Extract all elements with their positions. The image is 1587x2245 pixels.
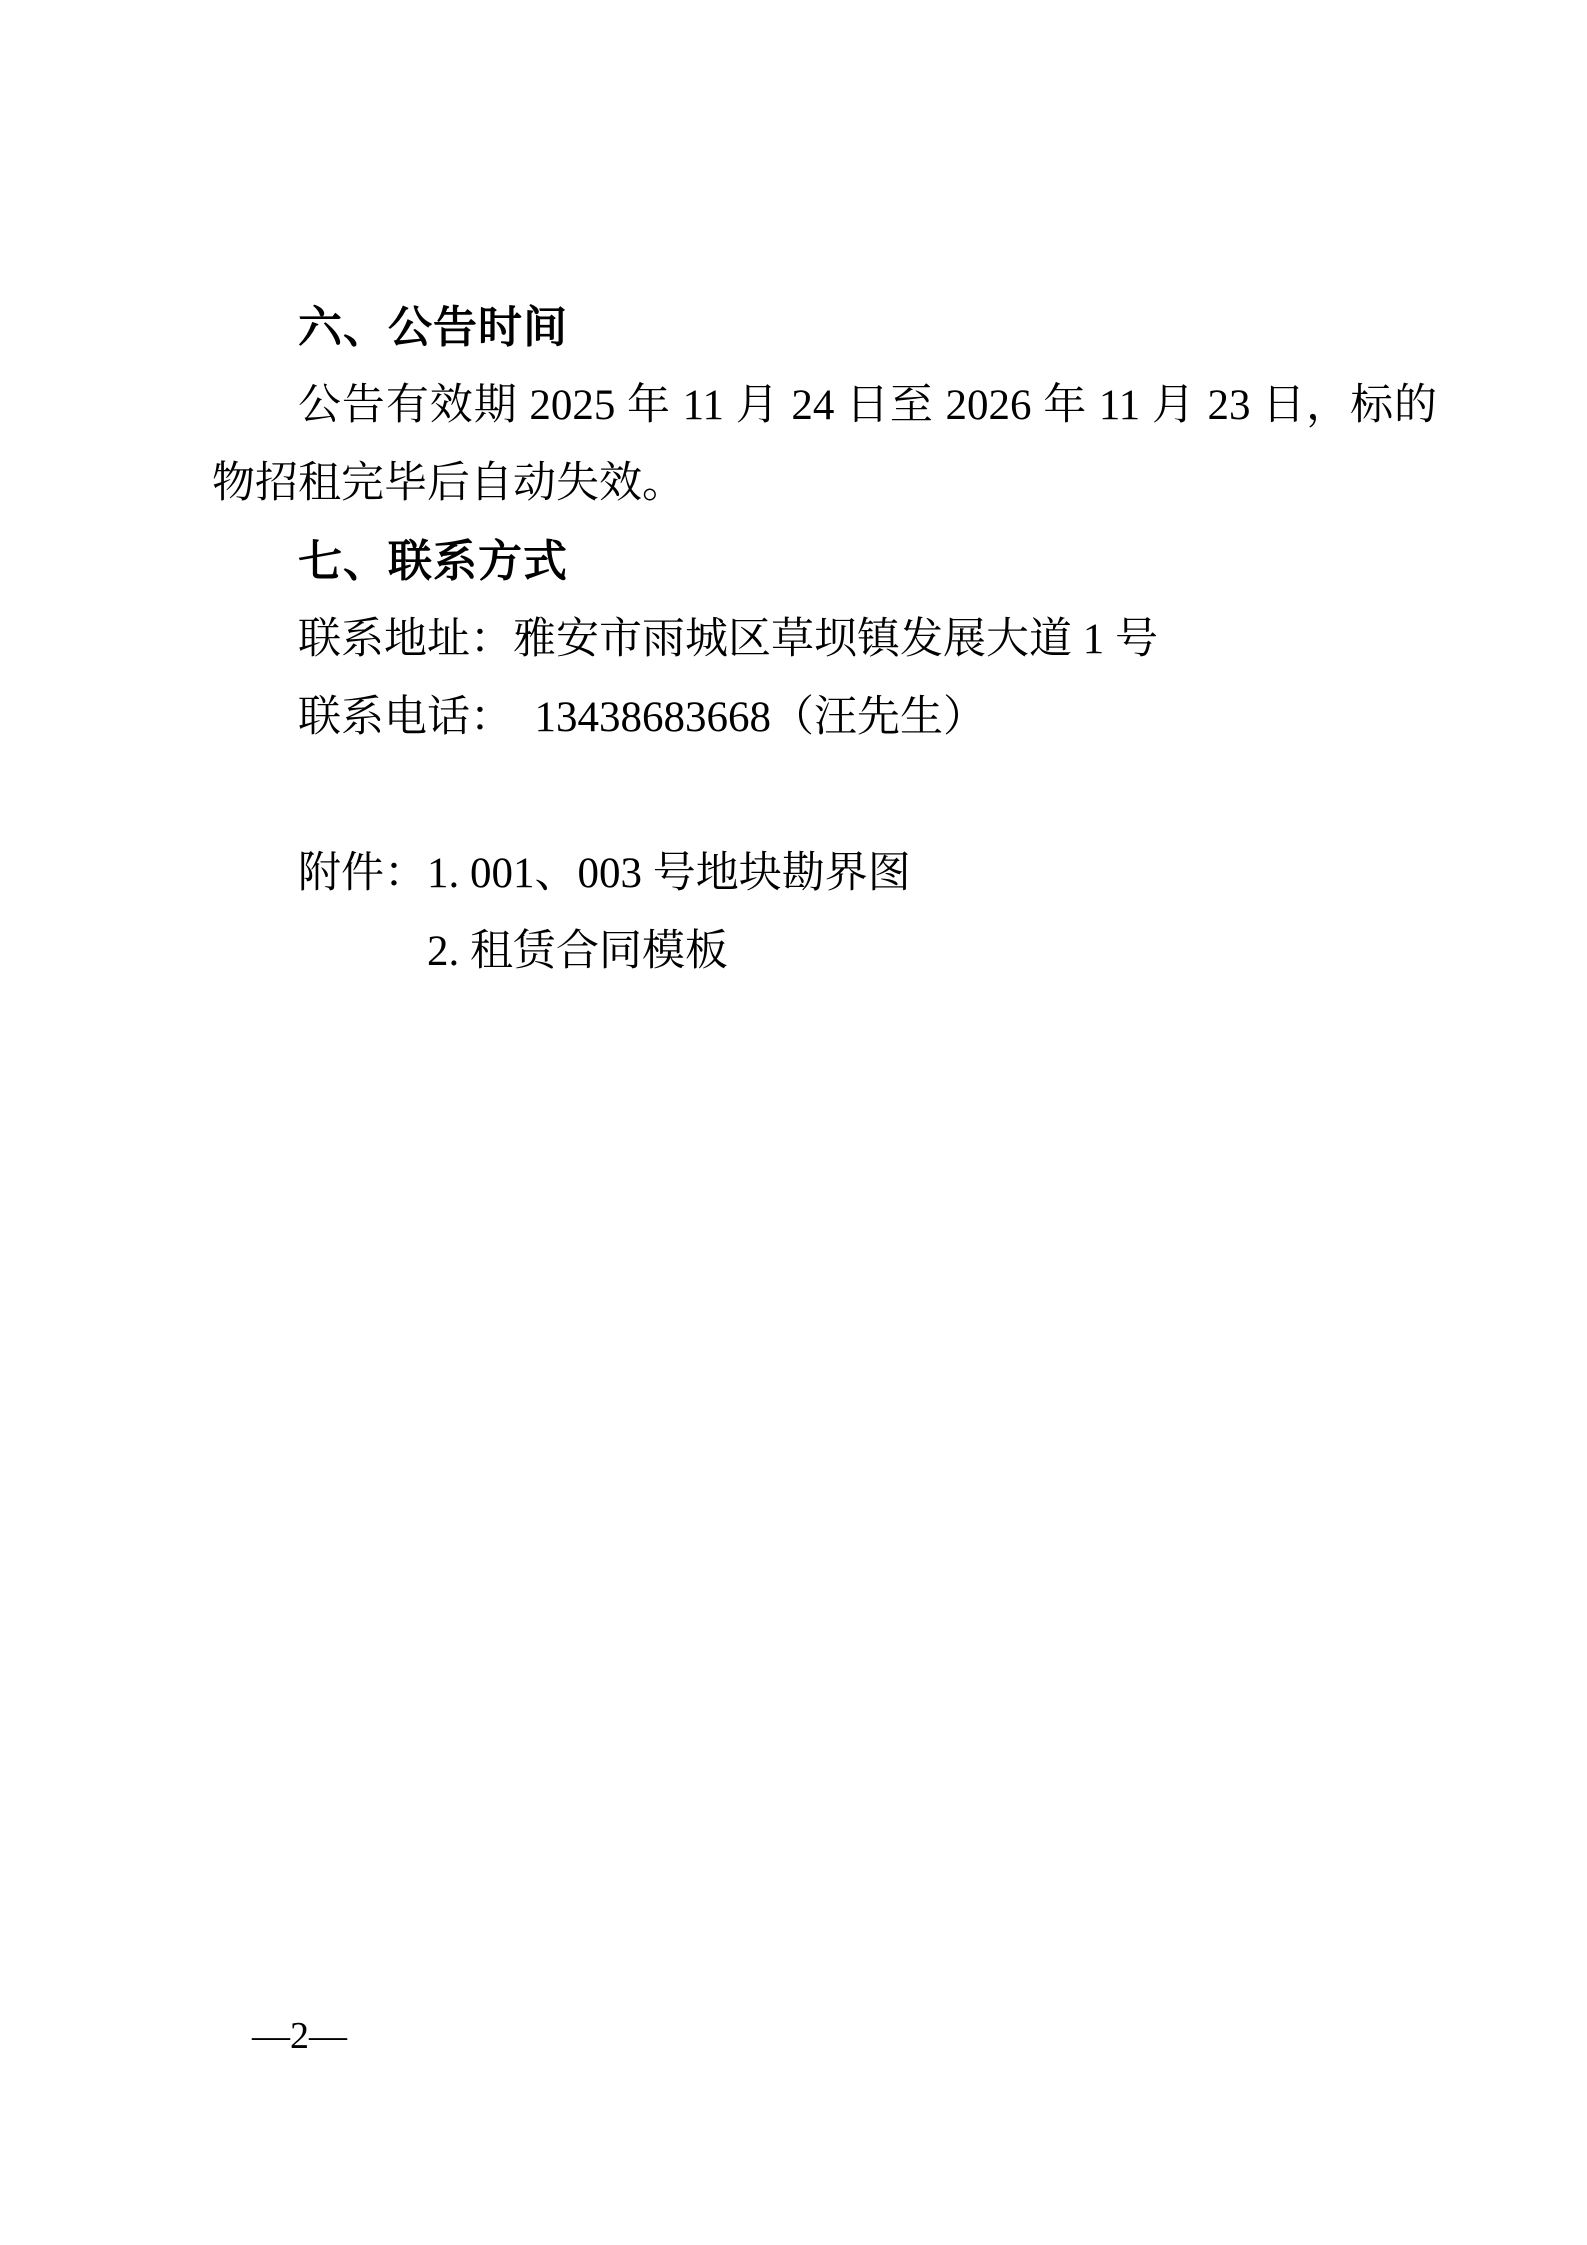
contact-address-line: 联系地址：雅安市雨城区草坝镇发展大道 1 号 — [298, 616, 1158, 663]
announcement-validity-line-2: 物招租完毕后自动失效。 — [212, 460, 685, 507]
section-heading-announcement-time: 六、公告时间 — [298, 303, 568, 352]
announcement-validity-line-1: 公告有效期 2025 年 11 月 24 日至 2026 年 11 月 23 日，标的 — [298, 382, 1437, 429]
attachment-item-2: 2. 租赁合同模板 — [427, 928, 728, 975]
attachments-label: 附件： — [298, 850, 427, 897]
document-content — [212, 289, 1437, 991]
section-heading-contact-info: 七、联系方式 — [298, 537, 568, 586]
attachment-item-1: 1. 001、003 号地块勘界图 — [427, 850, 911, 897]
attachments-list — [427, 835, 911, 991]
page-number: —2— — [252, 2015, 347, 2057]
attachments-block — [298, 835, 1437, 991]
contact-phone-line: 联系电话： 13438683668（汪先生） — [298, 694, 986, 741]
